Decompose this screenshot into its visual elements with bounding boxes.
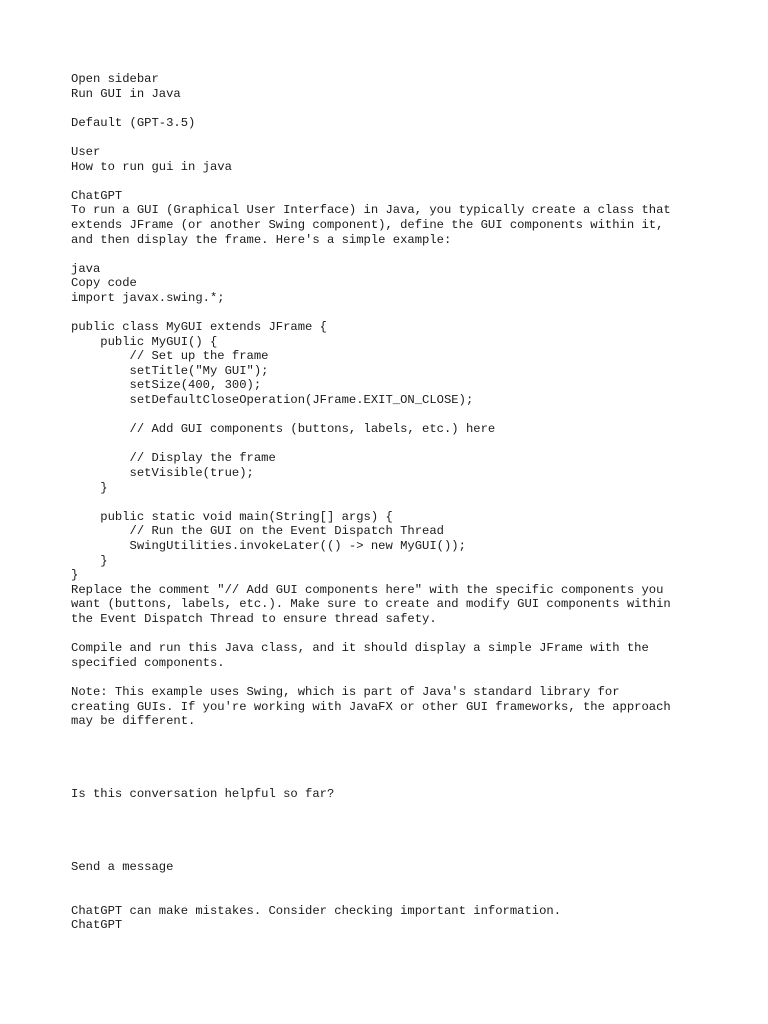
footer-brand: ChatGPT	[71, 918, 123, 933]
code-block	[71, 262, 751, 583]
paragraph-line: may be different.	[71, 714, 196, 729]
intro-line: extends JFrame (or another Swing component), define the GUI components within it,	[71, 217, 664, 232]
assistant-paragraph-1	[71, 583, 751, 627]
user-message-text: How to run gui in java	[71, 159, 232, 174]
chat-page	[71, 72, 751, 933]
footer-disclaimer: ChatGPT can make mistakes. Consider checking important information.	[71, 903, 562, 918]
paragraph-line: want (buttons, labels, etc.). Make sure to create and modify GUI components within	[71, 597, 671, 612]
user-message	[71, 145, 751, 174]
message-author-user: User	[71, 144, 101, 159]
assistant-intro	[71, 203, 751, 247]
paragraph-line: the Event Dispatch Thread to ensure thread safety.	[71, 611, 437, 626]
feedback-prompt: Is this conversation helpful so far?	[71, 787, 335, 802]
paragraph-line: Compile and run this Java class, and it should display a simple JFrame with the	[71, 641, 649, 656]
paragraph-line: creating GUIs. If you're working with JavaFX or other GUI frameworks, the approach	[71, 699, 671, 714]
code-content: import javax.swing.*; public class MyGUI extends JFrame { public MyGUI() { // Set up the frame setTitle("My GUI"); setSize(400, 300); setDefaultCloseOperation(JFrame.EXIT_ON_CLOSE); // Add GUI components (buttons, labels, etc.) here // Display the frame setVisible(true); } public static void main(String[] args) { // Run the GUI on the Event Dispatch Thread SwingUtilities.invokeLater(() -> new MyGUI()); } }	[71, 290, 496, 583]
message-input[interactable]	[71, 860, 671, 875]
paragraph-line: Replace the comment "// Add GUI components here" with the specific components you	[71, 582, 664, 597]
intro-line: To run a GUI (Graphical User Interface) in Java, you typically create a class that	[71, 203, 671, 218]
intro-line: and then display the frame. Here's a simple example:	[71, 232, 452, 247]
assistant-paragraph-2	[71, 641, 751, 670]
assistant-message	[71, 189, 751, 729]
model-selector[interactable]: Default (GPT-3.5)	[71, 115, 196, 130]
paragraph-line: Note: This example uses Swing, which is part of Java's standard library for	[71, 684, 620, 699]
code-language-label: java	[71, 261, 101, 276]
open-sidebar-button[interactable]: Open sidebar	[71, 72, 159, 86]
paragraph-line: specified components.	[71, 655, 225, 670]
conversation-title: Run GUI in Java	[71, 86, 181, 101]
assistant-paragraph-3	[71, 685, 751, 729]
copy-code-button[interactable]: Copy code	[71, 276, 137, 291]
message-author-assistant: ChatGPT	[71, 188, 123, 203]
